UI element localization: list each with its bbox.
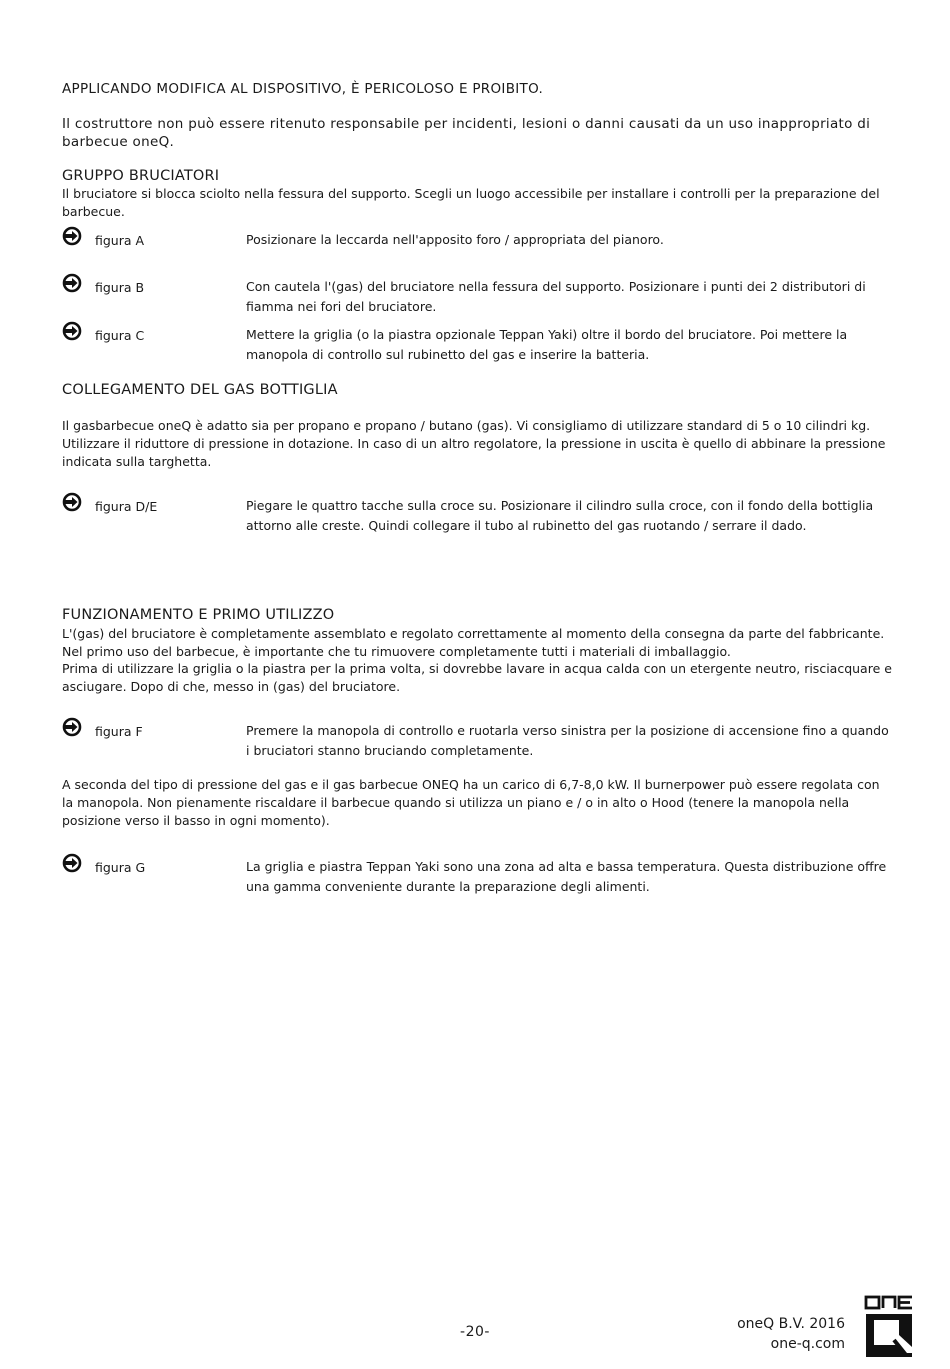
company-name: oneQ B.V. 2016	[737, 1316, 845, 1332]
section-intro-operation-2: Prima di utilizzare la griglia o la piastra per la prima volta, si dovrebbe lavare in acqua calda con un etergente neutro, risciacquare e asciugare. Dopo di che, messo in (gas) del bruciatore.	[62, 661, 892, 694]
section-title-burner-group: GRUPPO BRUCIATORI	[62, 168, 220, 184]
arrow-right-circle-icon	[62, 717, 82, 737]
figure-f-label: figura F	[95, 724, 143, 739]
arrow-right-circle-icon	[62, 273, 82, 293]
figure-f-text: Premere la manopola di controllo e ruotarla verso sinistra per la posizione di accensione fino a quando i bruciatori stanno bruciando completamente.	[246, 723, 889, 758]
section-intro-operation-1: L'(gas) del bruciatore è completamente assemblato e regolato correttamente al momento della consegna da parte del fabbricante. Nel primo uso del barbecue, è importante che tu rimuovere completamente tutti i materiali di imballaggio.	[62, 626, 885, 659]
warning-title: APPLICANDO MODIFICA AL DISPOSITIVO, È PERICOLOSO E PROIBITO.	[62, 81, 544, 97]
section-title-gas-bottle: COLLEGAMENTO DEL GAS BOTTIGLIA	[62, 382, 338, 398]
figure-a-label: figura A	[95, 233, 145, 248]
figure-b-text: Con cautela l'(gas) del bruciatore nella fessura del supporto. Posizionare i punti dei 2 distributori di fiamma nei fori del bruciatore.	[246, 279, 866, 314]
section-title-operation: FUNZIONAMENTO E PRIMO UTILIZZO	[62, 607, 335, 623]
page-number: -20-	[460, 1324, 490, 1340]
power-paragraph: A seconda del tipo di pressione del gas e il gas barbecue ONEQ ha un carico di 6,7-8,0 kW. Il burnerpower può essere regolata con la manopola. Non pienamente riscaldare il barbecue quando si utilizza un piano e / o in alto o Hood (tenere la manopola nella posizione verso il basso in ogni momento).	[62, 777, 880, 828]
figure-de-text: Piegare le quattro tacche sulla croce su. Posizionare il cilindro sulla croce, con il fondo della bottiglia attorno alle creste. Quindi collegare il tubo al rubinetto del gas ruotando / serrare il dado.	[246, 498, 874, 533]
footer-company	[690, 1314, 845, 1354]
figure-c-text: Mettere la griglia (o la piastra opzionale Teppan Yaki) oltre il bordo del bruciatore. Poi mettere la manopola di controllo sul rubinetto del gas e inserire la batteria.	[246, 327, 848, 362]
figure-b-label: figura B	[95, 280, 145, 295]
arrow-right-circle-icon	[62, 226, 82, 246]
figure-c-label: figura C	[95, 328, 145, 343]
arrow-right-circle-icon	[62, 853, 82, 873]
oneq-logo	[864, 1295, 914, 1359]
section-intro-gas-bottle: Il gasbarbecue oneQ è adatto sia per propano e propano / butano (gas). Vi consigliamo di utilizzare standard di 5 o 10 cilindri kg. Utilizzare il riduttore di pressione in dotazione. In caso di un altro regolatore, la pressione in uscita è quello di abbinare la pressione indicata sulla targhetta.	[62, 418, 886, 469]
arrow-right-circle-icon	[62, 492, 82, 512]
arrow-right-circle-icon	[62, 321, 82, 341]
figure-a-text: Posizionare la leccarda nell'apposito foro / appropriata del pianoro.	[246, 232, 664, 247]
figure-g-label: figura G	[95, 860, 146, 875]
section-intro-burner-group: Il bruciatore si blocca sciolto nella fessura del supporto. Scegli un luogo accessibile per installare i controlli per la preparazione del barbecue.	[62, 186, 880, 219]
warning-disclaimer: Il costruttore non può essere ritenuto responsabile per incidenti, lesioni o danni causati da un uso inappropriato di barbecue oneQ.	[62, 116, 871, 150]
company-website: one-q.com	[770, 1336, 845, 1352]
figure-de-label: figura D/E	[95, 499, 158, 514]
figure-g-text: La griglia e piastra Teppan Yaki sono una zona ad alta e bassa temperatura. Questa distribuzione offre una gamma conveniente durante la preparazione degli alimenti.	[246, 859, 887, 894]
